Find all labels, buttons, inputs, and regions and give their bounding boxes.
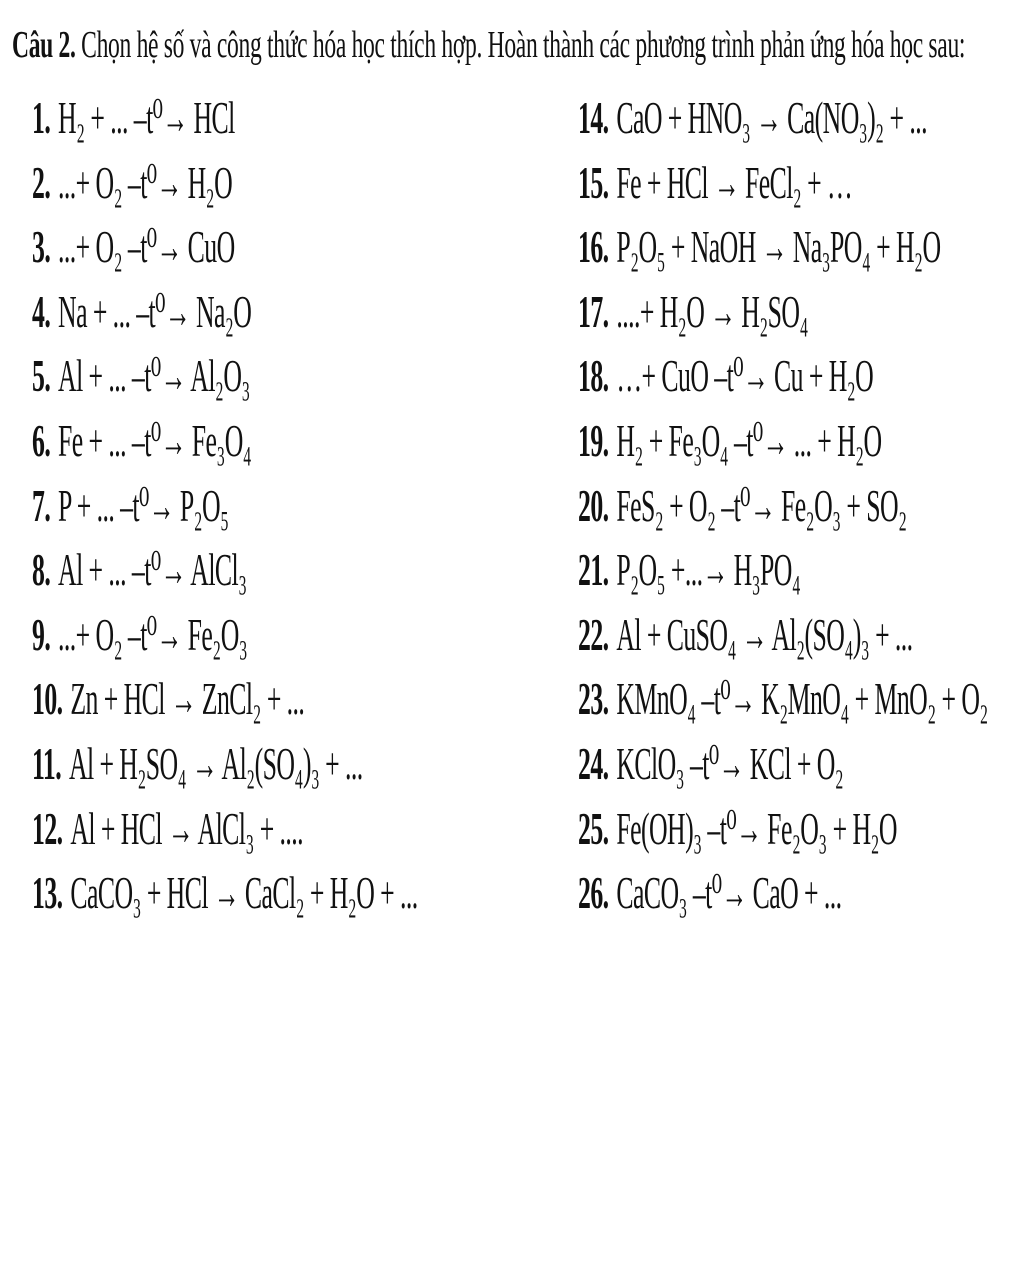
equation-row xyxy=(578,801,897,857)
equation-row xyxy=(578,284,808,340)
equation-number: 16. xyxy=(578,221,609,273)
equation-number: 15. xyxy=(578,156,609,208)
equation-text: CaO + HNO₃ → Ca(NO₃)₂ + ... xyxy=(616,92,927,143)
equation-text: CaCO₃ –t⁰→ CaO + ... xyxy=(616,867,842,919)
equation-row xyxy=(32,801,303,857)
equation-text: Fe(OH)₃ –t⁰→ Fe₂O₃ + H₂O xyxy=(616,802,897,854)
question-instruction: Chọn hệ số và công thức hóa học thích hợp. Hoàn thành các phương trình phản ứng hóa học sau: xyxy=(75,24,966,66)
equation-row xyxy=(578,478,907,534)
equation-number: 19. xyxy=(578,415,609,466)
equation-number: 1. xyxy=(32,92,51,143)
equation-text: Al + CuSO₄ → Al₂(SO₄)₃ + ... xyxy=(616,608,913,660)
equation-row xyxy=(578,671,988,727)
equation-row xyxy=(32,865,418,921)
equation-row xyxy=(32,348,250,404)
equation-number: 3. xyxy=(32,221,51,273)
equation-number: 13. xyxy=(32,867,63,919)
equation-number: 14. xyxy=(578,92,609,143)
equation-number: 7. xyxy=(32,479,51,531)
equation-text: ...+ O₂ –t⁰→ Fe₂O₃ xyxy=(58,608,248,660)
equation-row xyxy=(32,413,251,469)
equation-number: 24. xyxy=(578,738,609,789)
equation-row xyxy=(578,542,800,598)
equation-text: Zn + HCl → ZnCl₂ + ... xyxy=(70,673,305,725)
equation-number: 20. xyxy=(578,479,609,531)
equation-text: P₂O₅ + NaOH → Na₃PO₄ + H₂O xyxy=(616,221,941,273)
equation-row xyxy=(32,155,232,211)
equation-number: 25. xyxy=(578,802,609,854)
equation-text: KClO₃ –t⁰→ KCl + O₂ xyxy=(616,738,844,789)
question-title xyxy=(12,22,966,68)
equation-text: Al + HCl → AlCl₃ + .... xyxy=(70,802,304,854)
equation-text: H₂ + ... –t⁰→ HCl xyxy=(58,92,235,143)
equation-number: 18. xyxy=(578,350,609,402)
equation-row xyxy=(32,607,247,663)
equation-row xyxy=(578,413,882,469)
equation-text: Al + H₂SO₄ → Al₂(SO₄)₃ + ... xyxy=(68,738,363,789)
equation-text: H₂ + Fe₃O₄ –t⁰→ ... + H₂O xyxy=(616,415,882,466)
equation-text: KMnO₄ –t⁰→ K₂MnO₄ + MnO₂ + O₂ xyxy=(616,673,988,725)
equation-text: P₂O₅ +...→ H₃PO₄ xyxy=(616,544,801,596)
equation-text: Fe + HCl → FeCl₂ + … xyxy=(616,156,853,208)
equation-row xyxy=(32,284,251,340)
equation-row xyxy=(578,90,927,146)
equation-number: 10. xyxy=(32,673,63,725)
equation-text: ....+ H₂O → H₂SO₄ xyxy=(616,285,808,337)
equation-row xyxy=(32,736,363,792)
equation-text: CaCO₃ + HCl → CaCl₂ + H₂O + ... xyxy=(70,867,418,919)
equation-text: ...+ O₂ –t⁰→ CuO xyxy=(58,221,235,273)
equation-text: FeS₂ + O₂ –t⁰→ Fe₂O₃ + SO₂ xyxy=(616,479,907,531)
equation-number: 2. xyxy=(32,156,51,208)
question-number: Câu 2. xyxy=(12,24,76,66)
equation-number: 4. xyxy=(32,285,51,337)
equation-number: 5. xyxy=(32,350,51,402)
equation-number: 17. xyxy=(578,285,609,337)
equation-number: 21. xyxy=(578,544,609,596)
equation-number: 6. xyxy=(32,415,51,466)
equation-number: 23. xyxy=(578,673,609,725)
equation-text: Al + ... –t⁰→ Al₂O₃ xyxy=(58,350,250,402)
equation-text: Na + ... –t⁰→ Na₂O xyxy=(58,285,252,337)
equation-number: 11. xyxy=(32,738,62,789)
equation-number: 9. xyxy=(32,608,51,660)
equation-text: ...+ O₂ –t⁰→ H₂O xyxy=(58,156,233,208)
equation-number: 26. xyxy=(578,867,609,919)
equation-row xyxy=(32,90,235,146)
equation-row xyxy=(32,671,304,727)
equation-number: 22. xyxy=(578,608,609,660)
equation-row xyxy=(578,865,841,921)
equation-text: Al + ... –t⁰→ AlCl₃ xyxy=(58,544,247,596)
equation-text: …+ CuO –t⁰→ Cu + H₂O xyxy=(616,350,874,402)
equation-text: P + ... –t⁰→ P₂O₅ xyxy=(58,479,229,531)
equation-row xyxy=(578,219,941,275)
equation-text: Fe + ... –t⁰→ Fe₃O₄ xyxy=(58,415,252,466)
equation-row xyxy=(578,607,913,663)
equation-row xyxy=(32,219,235,275)
equation-row xyxy=(578,155,852,211)
equation-row xyxy=(32,478,229,534)
equation-number: 12. xyxy=(32,802,63,854)
equation-row xyxy=(32,542,247,598)
equation-number: 8. xyxy=(32,544,51,596)
equation-row xyxy=(578,736,843,792)
equation-row xyxy=(578,348,873,404)
